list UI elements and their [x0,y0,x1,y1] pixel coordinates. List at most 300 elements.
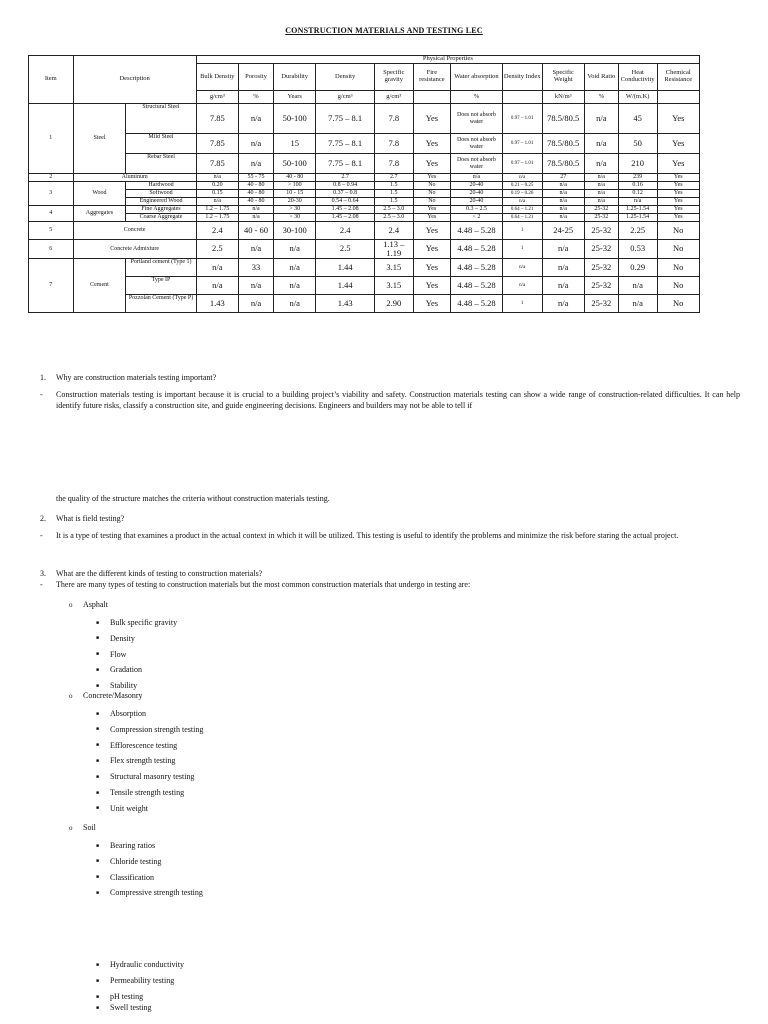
value-cell: 25-32 [584,294,618,312]
value-cell: 7.75 – 8.1 [316,134,375,154]
value-cell: n/a [618,276,657,294]
material-name: Cement [73,258,126,312]
bullet-icon: ■ [96,683,100,689]
question-3 [40,569,262,578]
value-cell: 0.97 – 1.01 [502,104,542,134]
table-row [29,182,700,190]
bullet-icon: ■ [96,711,100,717]
value-cell: Yes [657,182,700,190]
bullet-icon: ■ [96,668,100,674]
value-cell: No [413,182,451,190]
bullet-icon: ■ [96,859,100,865]
table-row [29,222,700,240]
list-item-text: Density [110,633,135,643]
category-item [69,691,143,700]
bullet-icon: ■ [96,875,100,881]
value-cell: 25-32 [584,240,618,259]
item-number: 2 [29,174,74,182]
value-cell: Yes [657,206,700,214]
value-cell: 1.13 – 1.19 [374,240,413,259]
value-cell: n/a [542,206,584,214]
column-header: Density [316,64,375,91]
value-cell: Does not absorb water [451,154,503,174]
value-cell: 2.5 – 3.0 [374,206,413,214]
value-cell: 0.3 – 2.5 [451,206,503,214]
list-item [96,960,184,969]
column-header: Bulk Density [196,64,238,91]
category-item-text: Asphalt [83,600,108,609]
material-subtype: Type IP [126,276,196,294]
value-cell: n/a [502,174,542,182]
list-item [96,681,137,690]
value-cell: 210 [618,154,657,174]
list-item-text: Flow [110,649,127,659]
value-cell: 40 - 80 [238,182,273,190]
table-row [29,190,700,198]
dash-bullet: - [40,580,43,589]
value-cell: > 30 [274,214,316,222]
value-cell: 78.5/80.5 [542,154,584,174]
value-cell: 50-100 [274,154,316,174]
value-cell: 10 - 15 [274,190,316,198]
table-row [29,154,700,174]
value-cell: 239 [618,174,657,182]
answer-text: the quality of the structure matches the criteria without construction materials testing. [56,494,330,503]
unit-cell: g/cm³ [316,91,375,104]
value-cell: n/a [542,258,584,276]
value-cell: n/a [502,198,542,206]
value-cell: > 100 [274,182,316,190]
question-number: 3. [40,569,46,578]
value-cell: 40 - 80 [238,190,273,198]
value-cell: 7.8 [374,134,413,154]
value-cell: n/a [238,104,273,134]
bullet-icon: ■ [96,759,100,765]
properties-table [28,55,700,313]
value-cell: 0.12 [618,190,657,198]
value-cell: 25-32 [584,214,618,222]
material-subtype: Fine Aggregates [126,206,196,214]
value-cell: 7.85 [196,134,238,154]
value-cell: n/a [238,214,273,222]
list-item-text: Hydraulic conductivity [110,960,184,969]
value-cell: n/a [618,294,657,312]
value-cell: 24-25 [542,222,584,240]
value-cell: 1.2 – 1.75 [196,214,238,222]
value-cell: n/a [584,182,618,190]
list-item-text: Permeability testing [110,976,175,985]
item-number: 4 [29,206,74,222]
value-cell: 2.25 [618,222,657,240]
category-item-text: Soil [83,823,96,832]
answer-text: Construction materials testing is important because it is crucial to a building project’s viability and safety. Construction materials testing can show a wide range of construction-related difficulties. It can help identify future risks, classify a construction site, and guide engineering decisions. Engineers and builders may not be able to tell if [56,390,740,410]
question-text: What is field testing? [56,514,125,523]
unit-cell: g/cm³ [196,91,238,104]
list-item-text: Flex strength testing [110,756,176,766]
value-cell: n/a [238,276,273,294]
table-row [29,258,700,276]
column-header: Heat Conductivity [618,64,657,91]
value-cell: 2.5 [316,240,375,259]
value-cell: 0.19 – 0.26 [502,190,542,198]
bullet-icon: ■ [96,774,100,780]
value-cell: 7.8 [374,154,413,174]
unit-cell: % [451,91,503,104]
list-item [96,772,194,781]
value-cell: Yes [413,174,451,182]
material-name: Wood [73,182,126,206]
item-number: 3 [29,182,74,206]
head-physical-properties: Physical Properties [196,56,699,64]
value-cell: 25-32 [584,276,618,294]
table-row [29,104,700,134]
list-item-text: Bearing ratios [110,841,156,850]
list-item [96,650,126,659]
dash-bullet: - [40,390,43,399]
value-cell: n/a [584,190,618,198]
value-cell: Yes [413,294,451,312]
bullet-icon: o [69,692,73,700]
bullet-icon: o [69,824,73,832]
value-cell: Yes [413,240,451,259]
column-header: Density Index [502,64,542,91]
material-name: Aluminum [73,174,196,182]
list-item-text: Bulk specific gravity [110,618,178,627]
value-cell: 1 [502,294,542,312]
category-item [69,823,96,832]
value-cell: No [413,190,451,198]
column-header: Specific Weight [542,64,584,91]
unit-cell: Years [274,91,316,104]
value-cell: n/a [274,240,316,259]
bullet-icon: ■ [96,620,100,626]
value-cell: 25-32 [584,206,618,214]
value-cell: n/a [542,294,584,312]
list-item [96,709,146,718]
question-number: 1. [40,373,46,382]
value-cell: 33 [238,258,273,276]
value-cell: n/a [542,182,584,190]
value-cell: 0.8 – 0.94 [316,182,375,190]
unit-cell: kN/m³ [542,91,584,104]
value-cell: n/a [542,214,584,222]
question-2 [40,514,124,523]
item-number: 1 [29,104,74,174]
column-header: Durability [274,64,316,91]
unit-cell [657,91,700,104]
list-item-text: Stability [110,681,138,691]
value-cell: Yes [413,214,451,222]
value-cell: 7.85 [196,104,238,134]
value-cell: Yes [657,154,700,174]
table-row [29,174,700,182]
value-cell: 1.45 – 2.08 [316,214,375,222]
table-row [29,206,700,214]
value-cell: 2.4 [316,222,375,240]
list-item-text: Structural masonry testing [110,772,195,782]
bullet-icon: ■ [96,978,100,984]
value-cell: 0.54 – 0.64 [316,198,375,206]
value-cell: 25-32 [584,222,618,240]
list-item [96,857,161,866]
value-cell: 20-40 [451,198,503,206]
value-cell: Does not absorb water [451,134,503,154]
value-cell: 2.5 – 3.0 [374,214,413,222]
value-cell: Yes [413,154,451,174]
value-cell: 40 - 80 [274,174,316,182]
material-name: Steel [73,104,126,174]
value-cell: No [657,258,700,276]
value-cell: n/a [618,198,657,206]
value-cell: 7.75 – 8.1 [316,154,375,174]
value-cell: 7.85 [196,154,238,174]
value-cell: 40 - 80 [238,198,273,206]
material-subtype: Coarse Aggregate [126,214,196,222]
value-cell: n/a [584,104,618,134]
head-item: Item [29,56,74,104]
question-text: What are the different kinds of testing to construction materials? [56,569,263,578]
value-cell: n/a [584,154,618,174]
unit-cell: % [238,91,273,104]
category-item [69,600,108,609]
value-cell: n/a [502,258,542,276]
value-cell: No [657,240,700,259]
value-cell: 20-30 [274,198,316,206]
list-item [96,976,174,985]
value-cell: 7.75 – 8.1 [316,104,375,134]
list-item [96,665,142,674]
value-cell: 1 [502,240,542,259]
list-item [96,725,203,734]
material-subtype: Rebar Steel [126,154,196,174]
list-item [96,841,155,850]
list-item [96,873,154,882]
value-cell: 40 - 60 [238,222,273,240]
value-cell: 3.15 [374,258,413,276]
value-cell: 1.5 [374,182,413,190]
value-cell: 0.21 – 0.25 [502,182,542,190]
bullet-icon: ■ [96,1005,100,1011]
value-cell: Yes [657,190,700,198]
list-item-text: Compression strength testing [110,724,204,734]
value-cell: No [657,222,700,240]
value-cell: 1.45 – 2.08 [316,206,375,214]
value-cell: n/a [542,240,584,259]
table-row [29,294,700,312]
bullet-icon: ■ [96,790,100,796]
bullet-icon: ■ [96,994,100,1000]
value-cell: 2.7 [374,174,413,182]
value-cell: > 30 [274,206,316,214]
material-name: Concrete Admixture [73,240,196,259]
question-number: 2. [40,514,46,523]
list-item [96,788,184,797]
head-description: Description [73,56,196,104]
bullet-icon: ■ [96,727,100,733]
value-cell: Yes [657,214,700,222]
value-cell: Yes [657,174,700,182]
value-cell: 2.7 [316,174,375,182]
value-cell: n/a [502,276,542,294]
material-subtype: Engineered Wood [126,198,196,206]
value-cell: 3.15 [374,276,413,294]
material-subtype: Structural Steel [126,104,196,134]
value-cell: n/a [584,134,618,154]
list-item-text: Unit weight [110,803,148,813]
value-cell: 0.16 [618,182,657,190]
unit-cell: % [584,91,618,104]
value-cell: n/a [542,198,584,206]
value-cell: 50-100 [274,104,316,134]
column-header: Specific gravity [374,64,413,91]
material-subtype: Hardwood [126,182,196,190]
value-cell: n/a [238,206,273,214]
list-item-text: Chloride testing [110,856,162,866]
value-cell: 1.5 [374,190,413,198]
value-cell: No [657,294,700,312]
value-cell: 78.5/80.5 [542,134,584,154]
value-cell: n/a [238,154,273,174]
value-cell: No [413,198,451,206]
value-cell: Yes [657,104,700,134]
value-cell: Yes [413,206,451,214]
list-item [96,888,203,897]
value-cell: Yes [413,222,451,240]
value-cell: 2.4 [196,222,238,240]
bullet-icon: ■ [96,652,100,658]
value-cell: n/a [274,276,316,294]
value-cell: n/a [238,240,273,259]
value-cell: Yes [657,198,700,206]
value-cell: 1.5 [374,198,413,206]
value-cell: n/a [451,174,503,182]
list-item-text: Swell testing [110,1003,152,1012]
bullet-icon: o [69,601,73,609]
value-cell: Yes [413,258,451,276]
value-cell: Yes [413,134,451,154]
bullet-icon: ■ [96,962,100,968]
unit-cell [502,91,542,104]
list-item-text: Absorption [110,709,146,718]
bullet-icon: ■ [96,891,100,897]
value-cell: 0.97 – 1.01 [502,134,542,154]
value-cell: n/a [274,294,316,312]
category-item-text: Concrete/Masonry [83,691,143,700]
value-cell: 25-32 [584,258,618,276]
value-cell: No [657,276,700,294]
value-cell: Yes [413,104,451,134]
value-cell: 1.44 [316,258,375,276]
value-cell: 15 [274,134,316,154]
value-cell: n/a [196,276,238,294]
material-subtype: Mild Steel [126,134,196,154]
bullet-icon: ■ [96,843,100,849]
material-subtype: Portland cement (Type 1) [126,258,196,276]
value-cell: 0.15 [196,190,238,198]
unit-cell: g/cm³ [374,91,413,104]
table-row [29,240,700,259]
value-cell: 1.44 [316,276,375,294]
list-item-text: Efflorescence testing [110,740,178,750]
table-row [29,276,700,294]
value-cell: n/a [238,134,273,154]
column-header: Void Ratio [584,64,618,91]
material-subtype: Pozzolan Cement (Type P) [126,294,196,312]
value-cell: 1 [502,222,542,240]
table-row [29,198,700,206]
value-cell: n/a [542,190,584,198]
column-header: Chemical Resistance [657,64,700,91]
answer-2 [40,530,740,541]
value-cell: n/a [196,174,238,182]
value-cell: < 2 [451,214,503,222]
list-item-text: Classification [110,872,154,882]
column-header: Water absorption [451,64,503,91]
list-item [96,618,177,627]
value-cell: 78.5/80.5 [542,104,584,134]
value-cell: n/a [584,198,618,206]
item-number: 5 [29,222,74,240]
value-cell: 30-100 [274,222,316,240]
value-cell: 2.4 [374,222,413,240]
value-cell: 0.37 – 0.8 [316,190,375,198]
item-number: 7 [29,258,74,312]
bullet-icon: ■ [96,636,100,642]
value-cell: 1.25-1.54 [618,214,657,222]
list-item-text: Compressive strength testing [110,888,203,898]
list-item [96,634,135,643]
value-cell: 0.64 – 1.21 [502,214,542,222]
value-cell: n/a [196,198,238,206]
value-cell: 27 [542,174,584,182]
value-cell: 2.90 [374,294,413,312]
answer-3 [40,579,740,590]
list-item [96,804,148,813]
list-item [96,1003,152,1012]
value-cell: Yes [657,134,700,154]
table-row [29,134,700,154]
material-name: Aggregates [73,206,126,222]
value-cell: 55 - 75 [238,174,273,182]
list-item-text: pH testing [110,992,144,1001]
value-cell: 4.48 – 5.28 [451,240,503,259]
value-cell: 2.5 [196,240,238,259]
value-cell: 1.2 – 1.75 [196,206,238,214]
value-cell: 1.25-1.54 [618,206,657,214]
answer-1-continued [40,493,740,504]
value-cell: 0.53 [618,240,657,259]
value-cell: n/a [196,258,238,276]
value-cell: 50 [618,134,657,154]
value-cell: n/a [238,294,273,312]
list-item [96,756,175,765]
value-cell: Yes [413,276,451,294]
question-text: Why are construction materials testing important? [56,373,217,382]
value-cell: 1.43 [316,294,375,312]
material-name: Concrete [73,222,196,240]
value-cell: n/a [542,276,584,294]
unit-cell: W/(m.K) [618,91,657,104]
value-cell: Does not absorb water [451,104,503,134]
bullet-icon: ■ [96,806,100,812]
material-subtype: Softwood [126,190,196,198]
value-cell: 4.48 – 5.28 [451,258,503,276]
value-cell: 0.29 [618,258,657,276]
dash-bullet: - [40,531,43,540]
column-header: Porosity [238,64,273,91]
value-cell: 0.97 – 1.01 [502,154,542,174]
value-cell: n/a [584,174,618,182]
